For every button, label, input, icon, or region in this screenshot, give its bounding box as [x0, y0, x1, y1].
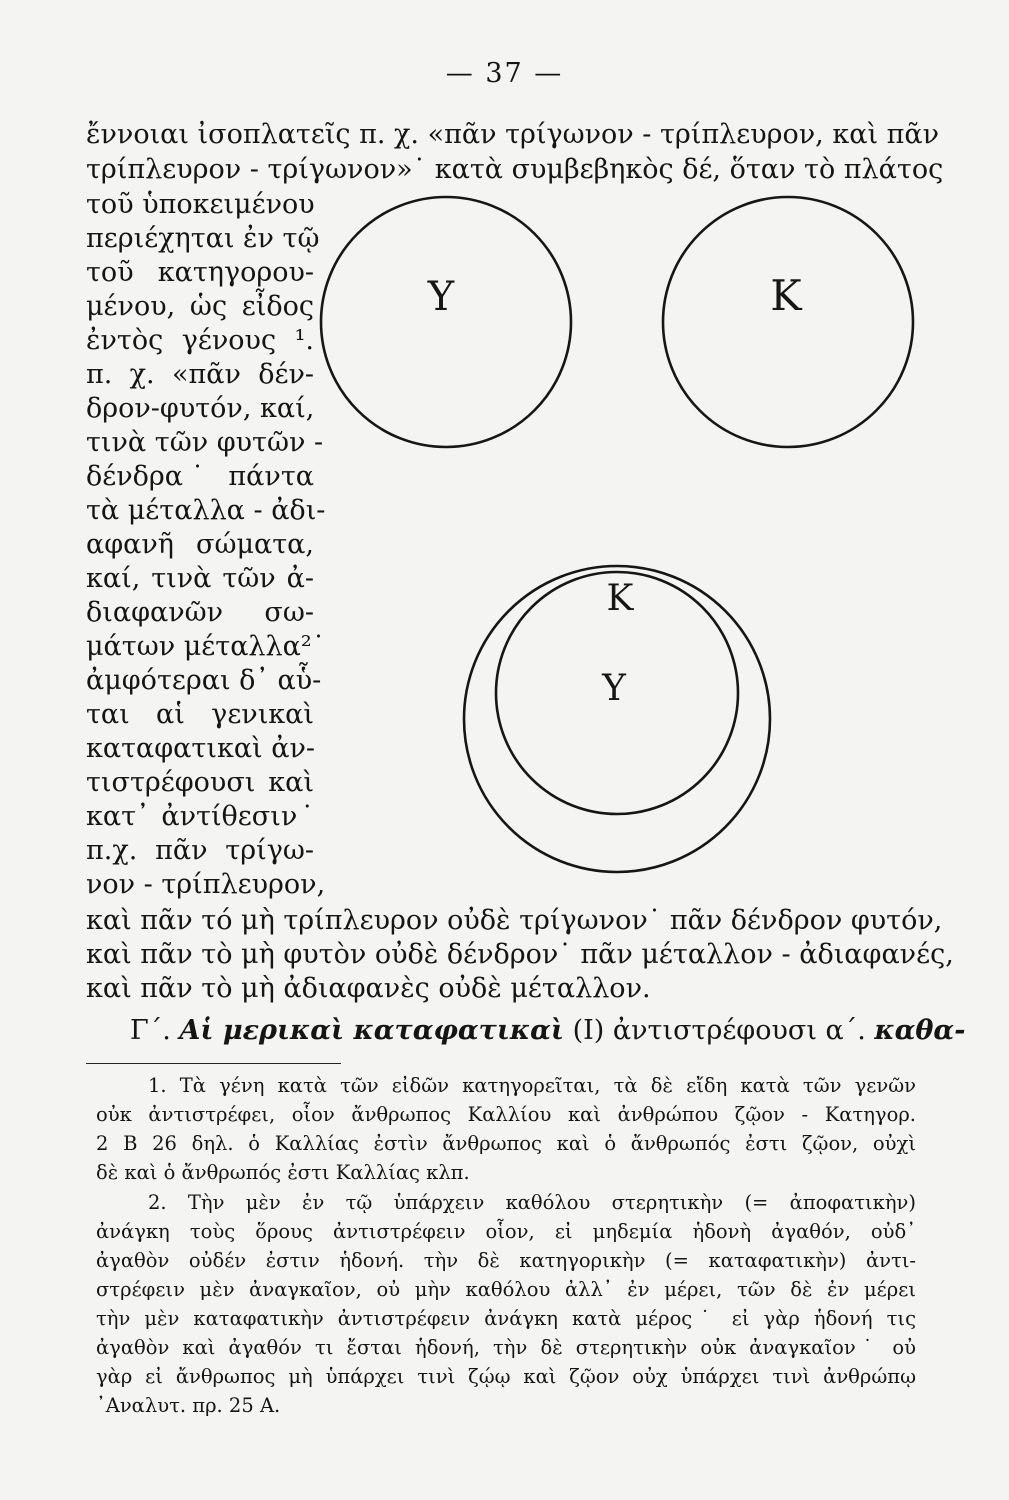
column-line: μάτων μέταλλα²˙ — [86, 631, 326, 662]
footnote-line: γὰρ εἰ ἄνθρωπος μὴ ὑπάρχει τινὶ ζῴῳ καὶ ζῷον οὐχ ὑπάρχει τινὶ ἀνθρώπῳ — [96, 1365, 916, 1388]
footnote-rule — [86, 1063, 341, 1064]
inner-circle-label: Υ — [602, 668, 626, 709]
footnote-line: 2. Τὴν μὲν ἐν τῷ ὑπάρχειν καθόλου στερητικὴν (= ἀποφατικὴν) — [148, 1191, 916, 1214]
circle-subject-label: Υ — [427, 274, 455, 320]
footnote-line: ἀνάγκη τοὺς ὅρους ἀντιστρέφειν οἷον, εἰ μηδεμία ἡδονὴ ἀγαθόν, οὐδ᾽ — [96, 1220, 916, 1243]
column-line: τοῦ ὑποκειμένου — [86, 189, 315, 220]
body-line: ἔννοιαι ἰσοπλατεῖς π. χ. «πᾶν τρίγωνον - τρίπλευρον, καὶ πᾶν — [86, 119, 940, 150]
footnote-line: δὲ καὶ ὁ ἄνθρωπός ἐστι Καλλίας κλπ. — [96, 1161, 470, 1184]
footnote-line: 2 Β 26 δηλ. ὁ Καλλίας ἐστὶν ἄνθρωπος καὶ ὁ ἄνθρωπός ἐστι ζῷον, οὐχὶ — [96, 1132, 916, 1155]
column-line: τιστρέφουσι καὶ — [86, 767, 314, 798]
footnote-line: ᾽Αναλυτ. πρ. 25 Α. — [96, 1394, 281, 1417]
column-line: καταφατικαὶ ἀν- — [86, 733, 315, 764]
footnote-line: οὐκ ἀντιστρέφει, οἷον ἄνθρωπος Καλλίου καὶ ἀνθρώπου ζῷον - Κατηγορ. — [96, 1103, 916, 1126]
column-line: ἐντὸς γένους ¹. — [86, 325, 314, 356]
column-line: αφανῆ σώματα, — [86, 529, 314, 560]
column-line: διαφανῶν σω- — [86, 597, 314, 628]
heading-rest: (Ι) ἀντιστρέφουσι α΄. — [572, 1015, 866, 1046]
body-line: καὶ πᾶν τὸ μὴ ἀδιαφανὲς οὐδὲ μέταλλον. — [86, 973, 651, 1004]
column-line: δένδρα˙ πάντα — [86, 461, 314, 492]
body-line: καὶ πᾶν τὸ μὴ φυτὸν οὐδὲ δένδρον˙ πᾶν μέταλλον - ἀδιαφανές, — [86, 939, 954, 970]
footnote-line: ἀγαθὸν οὐδέν ἐστιν ἡδονή. τὴν δὲ κατηγορικὴν (= καταφατικὴν) ἀντι- — [96, 1249, 916, 1272]
section-heading — [86, 1014, 966, 1048]
column-line: δρον-φυτόν, καί, — [86, 393, 315, 424]
page-number: — 37 — — [445, 58, 564, 89]
heading-emphasis: Αἱ μερικαὶ καταφατικαὶ — [179, 1015, 564, 1046]
column-line: περιέχηται ἐν τῷ — [86, 223, 320, 254]
column-line: κατ᾽ ἀντίθεσιν˙ — [86, 801, 314, 832]
column-line: μένου, ὡς εἶδος — [86, 291, 314, 322]
column-line: τινὰ τῶν φυτῶν - — [86, 427, 324, 458]
outer-circle-label: Κ — [606, 578, 634, 619]
column-line: ἀμφότεραι δ᾽ αὗ- — [86, 665, 322, 696]
footnote-line: στρέφειν μὲν ἀναγκαῖον, οὐ μὴν καθόλου ἀλλ᾽ ἐν μέρει, τῶν δὲ ἐν μέρει — [96, 1278, 916, 1301]
circle-predicate — [663, 197, 913, 447]
column-line: νον - τρίπλευρον, — [86, 869, 326, 900]
separate-circles-diagram — [321, 197, 913, 447]
footnote-line: τὴν μὲν καταφατικὴν ἀντιστρέφειν ἀνάγκη κατὰ μέρος˙ εἰ γὰρ ἡδονή τις — [96, 1307, 916, 1330]
circle-subject — [321, 197, 571, 447]
heading-prefix: Γ΄. — [130, 1015, 171, 1046]
column-line: π. χ. «πᾶν δέν- — [86, 359, 314, 390]
body-line: τρίπλευρον - τρίγωνον»˙ κατὰ συμβεβηκὸς δέ, ὅταν τὸ πλάτος — [86, 154, 944, 185]
nested-circles-diagram — [464, 566, 770, 872]
footnote-line: ἀγαθὸν καὶ ἀγαθόν τι ἔσται ἡδονή, τὴν δὲ στερητικὴν οὐκ ἀναγκαῖον˙ οὐ — [96, 1336, 916, 1359]
column-line: ται αἱ γενικαὶ — [86, 699, 314, 730]
footnote-line: 1. Τὰ γένη κατὰ τῶν εἰδῶν κατηγορεῖται, τὰ δὲ εἴδη κατὰ τῶν γενῶν — [148, 1074, 916, 1097]
body-line: καὶ πᾶν τό μὴ τρίπλευρον οὐδὲ τρίγωνον˙ πᾶν δένδρον φυτόν, — [86, 905, 943, 936]
heading-emphasis-end: καθα- — [874, 1015, 966, 1046]
column-line: τοῦ κατηγορου- — [86, 257, 314, 288]
column-line: καί, τινὰ τῶν ἀ- — [86, 563, 314, 594]
circle-predicate-label: Κ — [770, 271, 802, 320]
column-line: τὰ μέταλλα - ἀδι- — [86, 495, 326, 526]
column-line: π.χ. πᾶν τρίγω- — [86, 835, 314, 866]
